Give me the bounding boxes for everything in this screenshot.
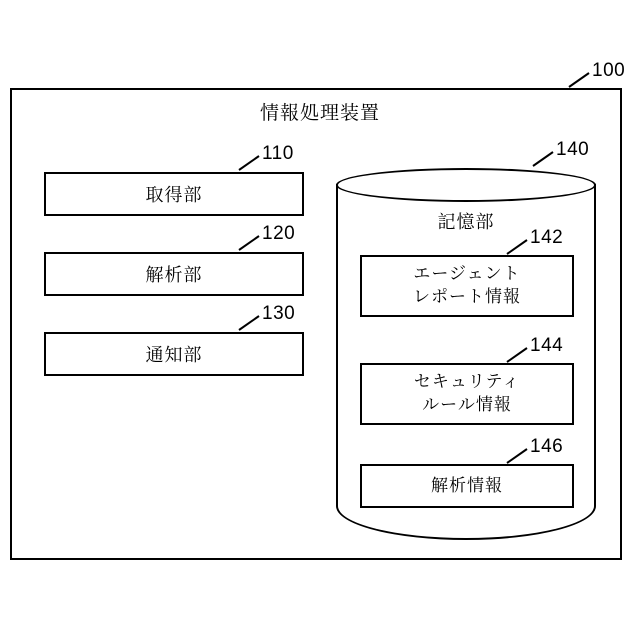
notification-unit-label: 通知部 <box>145 345 203 365</box>
security-rule-info-box <box>360 363 574 425</box>
agent-report-info-box <box>360 255 574 317</box>
acquisition-unit-label: 取得部 <box>145 185 203 205</box>
reference-numeral-130: 130 <box>262 303 296 324</box>
reference-numeral-100: 100 <box>592 60 626 81</box>
leader-tick-142 <box>506 239 528 255</box>
leader-tick-140 <box>532 151 554 167</box>
analysis-info-label: 解析情報 <box>431 475 503 495</box>
reference-numeral-140: 140 <box>556 139 590 160</box>
reference-numeral-110: 110 <box>262 143 294 164</box>
reference-numeral-146: 146 <box>530 436 564 457</box>
analysis-info-box <box>360 464 574 508</box>
leader-tick-130 <box>238 315 260 331</box>
security-rule-info-label-line2: ルール情報 <box>422 395 512 414</box>
device-title: 情報処理装置 <box>259 103 380 124</box>
agent-report-info-label-line2: レポート情報 <box>413 287 521 306</box>
leader-tick-100 <box>568 72 590 88</box>
reference-numeral-120: 120 <box>262 223 296 244</box>
leader-tick-120 <box>238 235 260 251</box>
leader-tick-146 <box>506 448 528 464</box>
acquisition-unit-box <box>44 172 304 216</box>
storage-unit-label: 記憶部 <box>437 212 495 232</box>
cylinder-top-ellipse <box>336 168 596 202</box>
security-rule-info-label-line1: セキュリティ <box>413 372 521 392</box>
notification-unit-box <box>44 332 304 376</box>
analysis-unit-label: 解析部 <box>145 265 203 285</box>
agent-report-info-label-line1: エージェント <box>413 264 521 284</box>
reference-numeral-144: 144 <box>530 335 564 356</box>
analysis-unit-box <box>44 252 304 296</box>
leader-tick-144 <box>506 347 528 363</box>
leader-tick-110 <box>238 155 260 171</box>
reference-numeral-142: 142 <box>530 227 564 248</box>
